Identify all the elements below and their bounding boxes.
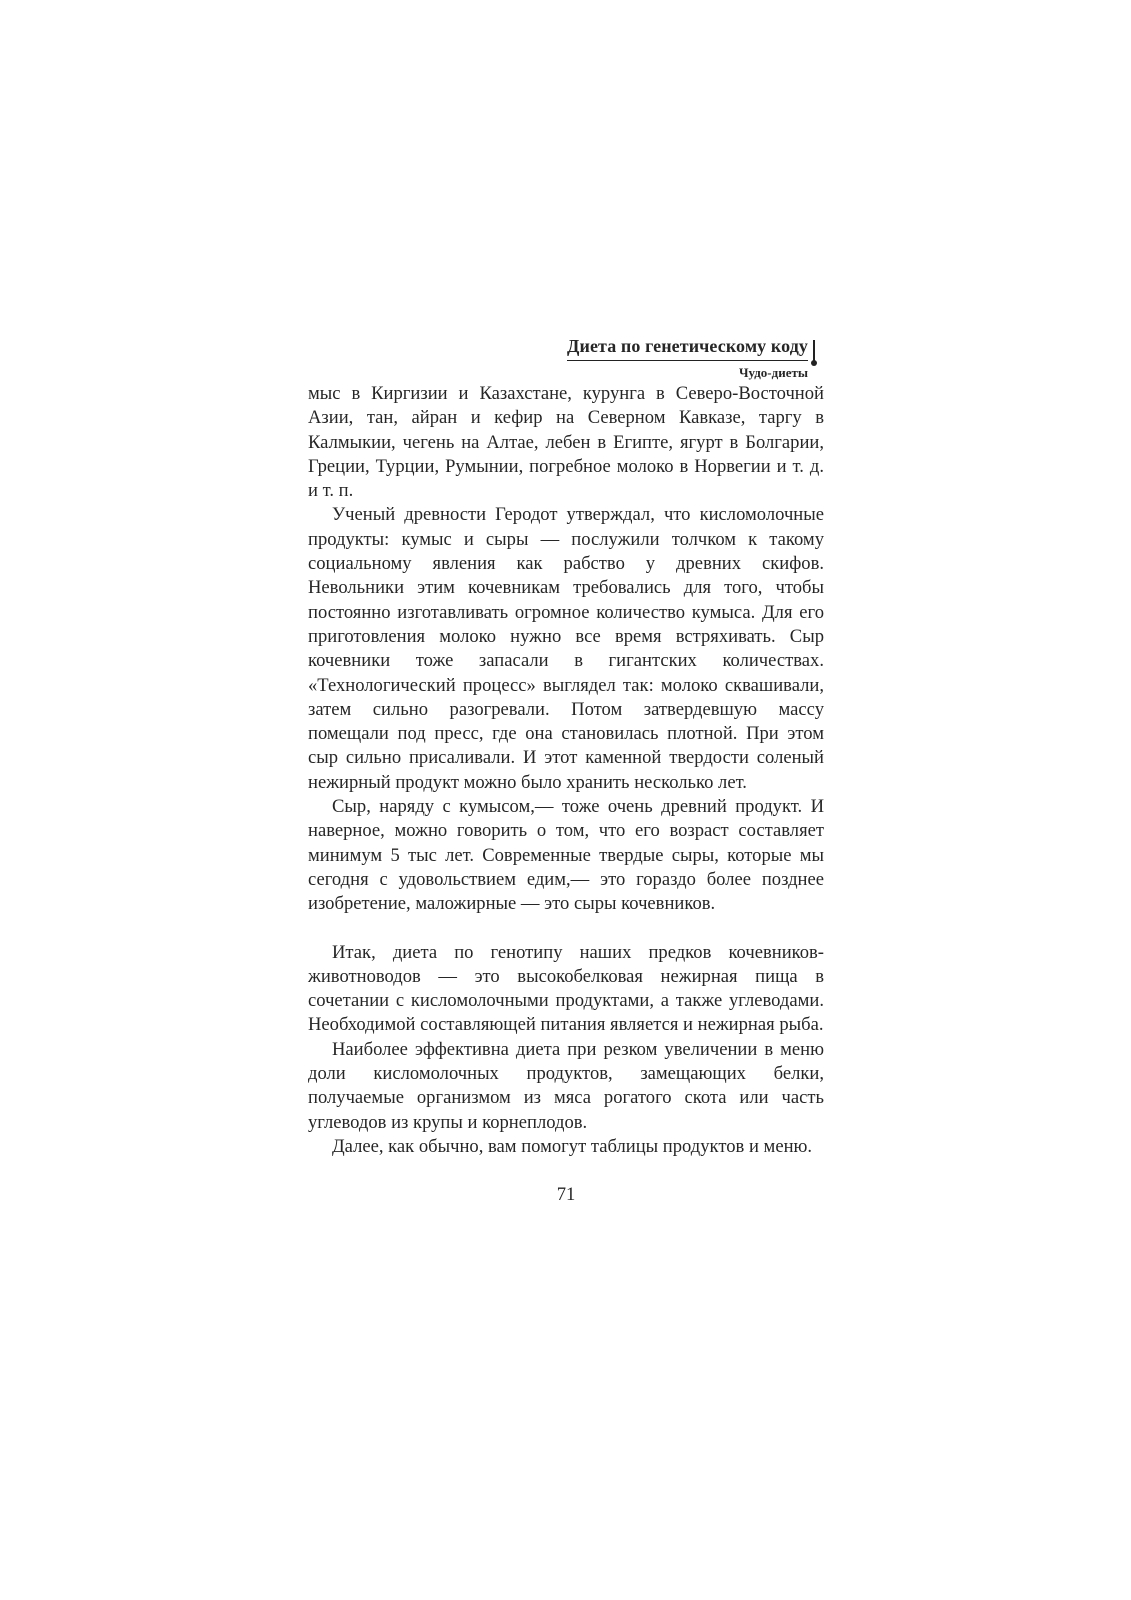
body-text	[308, 382, 824, 1159]
paragraph: Далее, как обычно, вам помогут таблицы продуктов и меню.	[332, 1135, 813, 1157]
paragraph: Сыр, наряду с кумысом,— тоже очень древний продукт. И наверное, можно говорить о том, что его возраст составляет минимум 5 тыс лет. Современные твердые сыры, которые мы сегодня с удовольствием едим,— это гораздо более позднее изобретение, маложирные — это сыры кочевников.	[308, 796, 824, 915]
running-subtitle: Чудо-диеты	[739, 365, 808, 380]
paragraph: Наиболее эффективна диета при резком увеличении в меню доли кисломолочных продуктов, замещающих белки, получаемые организмом из мяса рогатого скота или часть углеводов из крупы и корнеплодов.	[308, 1038, 824, 1133]
header-dot-mark	[811, 360, 817, 366]
running-head	[308, 336, 824, 382]
paragraph-continuation: мыс в Киргизии и Казахстане, курунга в Северо-Восточной Азии, тан, айран и кефир на Северном Кавказе, таргу в Калмыкии, чегень на Алтае, лебен в Египте, ягурт в Болгарии, Греции, Турции, Румынии, погребное молоко в Норвегии и т. д. и т. п.	[308, 383, 824, 502]
header-rule-mark	[813, 340, 815, 362]
running-title: Диета по генетическому коду	[567, 336, 808, 361]
page-number: 71	[556, 1184, 576, 1206]
paragraph: Итак, диета по генотипу наших предков кочевников-животноводов — это высокобелковая нежирная пища в сочетании с кисломолочными продуктами, а также углеводами. Необходимой составляющей питания является и нежирная рыба.	[308, 941, 824, 1036]
book-page	[308, 336, 824, 1206]
paragraph: Ученый древности Геродот утверждал, что кисломолочные продукты: кумыс и сыры — послужили толчком к такому социальному явления как рабство у древних скифов. Невольники этим кочевникам требовались для того, чтобы постоянно изготавливать огромное количество кумыса. Для его приготовления молоко нужно все время встряхивать. Сыр кочевники тоже запасали в гигантских количествах. «Технологический процесс» выглядел так: молоко сквашивали, затем сильно разогревали. Потом затвердевшую массу помещали под пресс, где она становилась плотной. При этом сыр сильно присаливали. И этот каменной твердости соленый нежирный продукт можно было хранить несколько лет.	[308, 504, 824, 793]
